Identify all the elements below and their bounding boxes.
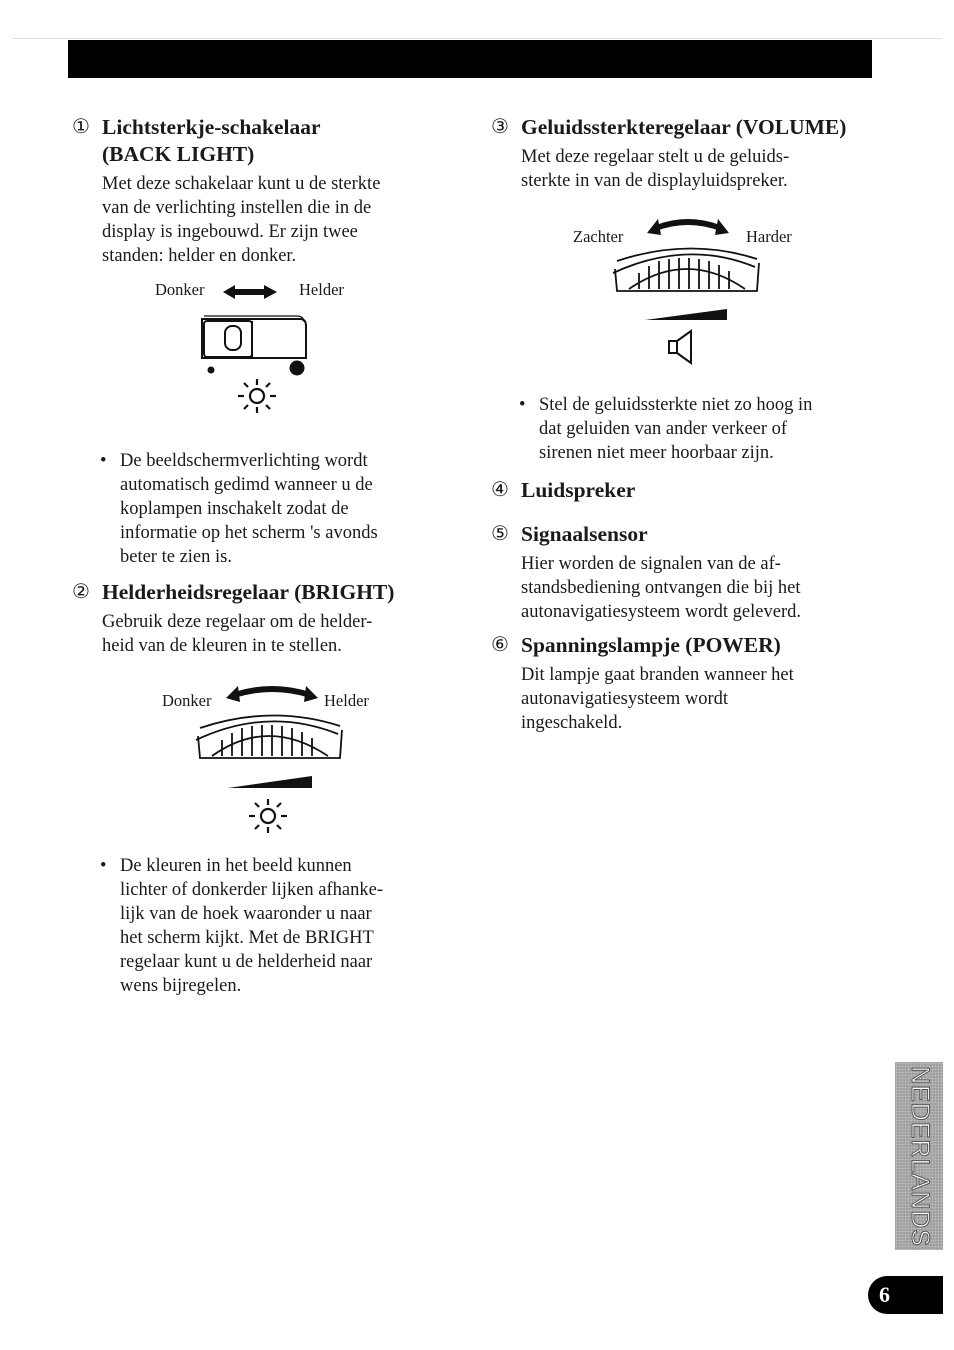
fig2-label-donker: Donker <box>162 691 212 710</box>
double-arrow-icon <box>223 285 277 299</box>
thumbwheel-icon <box>613 248 759 291</box>
section-3-body: Met deze regelaar stelt u de geluids- sterkte in van de displayluidspreker. <box>521 147 790 191</box>
section-1-title-line2: (BACK LIGHT) <box>102 142 255 166</box>
language-label: NEDERLANDS <box>905 1065 934 1247</box>
fig1-label-helder: Helder <box>299 280 344 299</box>
backlight-switch-drawing <box>72 274 417 444</box>
section-3-title: Geluidssterkteregelaar (VOLUME) <box>521 115 847 139</box>
section-4-title: Luidspreker <box>521 478 636 502</box>
section-6-body: Dit lampje gaat branden wanneer het autonavigatiesysteem wordt ingeschakeld. <box>521 665 794 733</box>
level-wedge-icon <box>228 776 312 788</box>
section-6-number: ⑥ <box>491 634 509 656</box>
section-5-body: Hier worden de signalen van de af- standsbediening ontvangen die bij het autonavigatiesysteem wordt geleverd. <box>521 554 801 622</box>
fig1-label-donker: Donker <box>155 280 205 299</box>
speaker-icon <box>669 331 691 363</box>
fig3-label-harder: Harder <box>746 227 792 246</box>
section-3-note: • Stel de geluidssterkte niet zo hoog in dat geluiden van ander verkeer of sirenen niet meer hoorbaar zijn. <box>539 393 861 465</box>
sun-icon <box>249 799 287 833</box>
section-5-title: Signaalsensor <box>521 522 648 546</box>
section-6-title: Spanningslampje (POWER) <box>521 633 781 657</box>
section-1-note: • De beeldschermverlichting wordt automatisch gedimd wanneer u de koplampen inschakelt zodat de informatie op het scherm 's avonds beter te zien is. <box>120 449 417 569</box>
section-1-body: Met deze schakelaar kunt u de sterkte van de verlichting instellen die in de display is ingebouwd. Er zijn twee standen: helder en donker. <box>102 174 381 266</box>
volume-knob-figure <box>491 197 861 387</box>
language-side-tab <box>895 1062 943 1250</box>
right-column <box>491 114 861 735</box>
header-bar <box>68 40 872 78</box>
sun-icon <box>238 379 276 413</box>
fig2-label-helder: Helder <box>324 691 369 710</box>
section-2-number: ② <box>72 581 90 603</box>
fig3-label-zachter: Zachter <box>573 227 624 246</box>
top-rule <box>12 38 942 39</box>
section-3-heading <box>491 114 861 141</box>
section-4-heading <box>491 477 861 504</box>
section-2-title: Helderheidsregelaar (BRIGHT) <box>102 580 395 604</box>
left-column <box>72 114 417 998</box>
volume-knob-drawing <box>491 197 861 387</box>
page-number-badge <box>868 1276 943 1314</box>
section-6-heading <box>491 632 861 659</box>
section-2-heading <box>72 579 417 606</box>
backlight-switch-figure <box>72 274 417 444</box>
section-5-heading <box>491 521 861 548</box>
dim-dot-icon <box>208 367 215 374</box>
section-5-number: ⑤ <box>491 523 509 545</box>
section-1-heading <box>72 114 417 168</box>
thumbwheel-icon <box>196 715 342 758</box>
section-2-body: Gebruik deze regelaar om de helder- heid van de kleuren in te stellen. <box>102 612 373 656</box>
section-3-number: ③ <box>491 116 509 138</box>
curved-arrow-icon <box>647 219 729 235</box>
level-wedge-icon <box>645 309 727 320</box>
section-4-number: ④ <box>491 479 509 501</box>
bright-knob-figure <box>72 666 417 846</box>
curved-arrow-icon <box>226 686 318 702</box>
section-1-number: ① <box>72 116 90 138</box>
page-number: 6 <box>879 1282 890 1307</box>
slide-switch-icon <box>202 316 306 358</box>
section-1-title-line1: Lichtsterkje-schakelaar <box>102 115 321 139</box>
bright-dot-icon <box>290 361 305 376</box>
section-2-note: • De kleuren in het beeld kunnen lichter of donkerder lijken afhanke- lijk van de hoek waaronder u naar het scherm kijkt. Met de BRIGHT regelaar kunt u de helderheid naar wens bijregelen. <box>120 854 417 998</box>
